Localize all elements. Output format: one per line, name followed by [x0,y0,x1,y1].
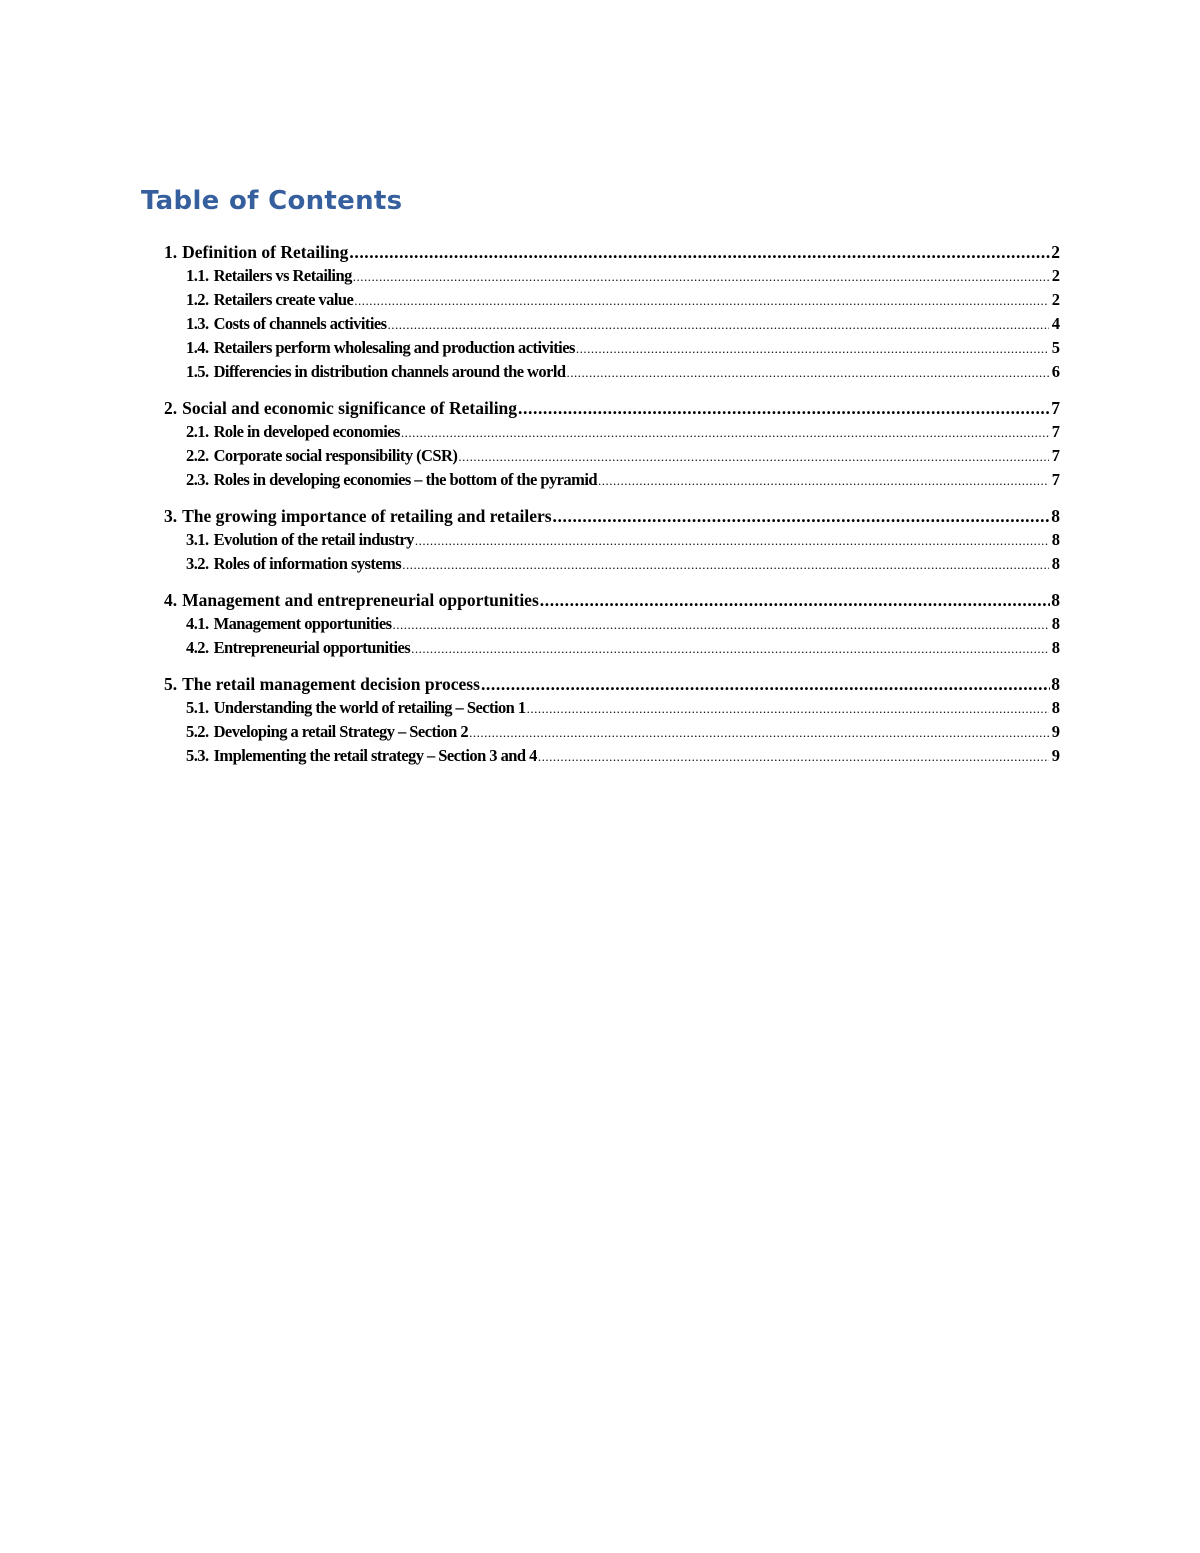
toc-entry-title: Roles in developing economies – the bottom of the pyramid [213,470,597,489]
toc-entry-number: 1.2. [186,290,209,309]
toc-entry-number: 3.2. [186,554,209,573]
toc-entry-number: 2.1. [186,422,209,441]
toc-entry-number: 2.2. [186,446,209,465]
dot-leader [349,240,1050,264]
dot-leader [388,312,1049,336]
toc-entry-number: 2. [164,398,178,418]
toc-subsection-entry[interactable] [164,336,1060,360]
toc-entry-title: Role in developed economies [213,422,400,441]
toc-entry-page-number: 7 [1051,446,1060,465]
toc-section-entry[interactable] [164,504,1060,528]
toc-subsection-entry[interactable] [164,444,1060,468]
toc-entry-number: 1.5. [186,362,209,381]
toc-entry-page-number: 5 [1051,338,1060,357]
toc-entry-number: 3.1. [186,530,209,549]
toc-entry-title: The growing importance of retailing and retailers [182,506,552,526]
toc-subsection-entry[interactable] [164,468,1060,492]
toc-section-entry[interactable] [164,396,1060,420]
toc-entry-title: Roles of information systems [213,554,402,573]
toc-entry-page-number: 8 [1051,554,1060,573]
dot-leader [401,420,1049,444]
toc-subsection-entry[interactable] [164,720,1060,744]
toc-subsection-entry[interactable] [164,612,1060,636]
toc-entry-title: Differencies in distribution channels around the world [213,362,566,381]
toc-entry-number: 4.1. [186,614,209,633]
toc-section [164,672,1060,768]
toc-subsection-entry[interactable] [164,552,1060,576]
toc-entry-title: Implementing the retail strategy – Section 3 and 4 [213,746,537,765]
toc-title: Table of Contents [141,186,403,216]
toc-section-entry[interactable] [164,672,1060,696]
toc-entry-page-number: 8 [1051,614,1060,633]
toc-entry-page-number: 2 [1051,290,1060,309]
toc-entry-number: 4. [164,590,178,610]
dot-leader [354,288,1048,312]
dot-leader [518,396,1050,420]
toc-subsection-entry[interactable] [164,696,1060,720]
toc-entry-title: Retailers create value [213,290,354,309]
toc-section [164,588,1060,660]
toc-entry-title: Understanding the world of retailing – Section 1 [213,698,526,717]
dot-leader [527,696,1049,720]
toc-entry-page-number: 9 [1051,722,1060,741]
toc-entry-page-number: 8 [1051,530,1060,549]
toc-section [164,396,1060,492]
dot-leader [553,504,1051,528]
toc-section [164,240,1060,384]
toc-entry-number: 2.3. [186,470,209,489]
toc-entry-number: 1.4. [186,338,209,357]
toc-entry-title: Retailers vs Retailing [213,266,352,285]
toc-entry-page-number: 7 [1051,398,1060,418]
dot-leader [567,360,1049,384]
dot-leader [415,528,1049,552]
toc-entry-title: Social and economic significance of Retailing [182,398,518,418]
toc-entry-title: Costs of channels activities [213,314,387,333]
toc-entry-page-number: 8 [1051,638,1060,657]
toc-entry-page-number: 8 [1051,506,1060,526]
toc-entry-page-number: 6 [1051,362,1060,381]
toc-entry-page-number: 7 [1051,470,1060,489]
dot-leader [538,744,1049,768]
toc-subsection-entry[interactable] [164,360,1060,384]
dot-leader [540,588,1050,612]
dot-leader [458,444,1048,468]
toc-entry-page-number: 8 [1051,590,1060,610]
toc-entry-number: 5.1. [186,698,209,717]
toc-section-entry[interactable] [164,588,1060,612]
toc-entry-title: Evolution of the retail industry [213,530,414,549]
toc-entry-number: 3. [164,506,178,526]
dot-leader [598,468,1049,492]
toc-entry-page-number: 8 [1051,674,1060,694]
toc-entry-number: 5. [164,674,178,694]
toc-entry-number: 5.2. [186,722,209,741]
toc-entry-title: Management opportunities [213,614,392,633]
toc-entry-page-number: 2 [1051,242,1060,262]
toc-entry-number: 4.2. [186,638,209,657]
toc-entry-page-number: 8 [1051,698,1060,717]
toc-entry-title: Entrepreneurial opportunities [213,638,411,657]
toc-entry-number: 1.3. [186,314,209,333]
toc-subsection-entry[interactable] [164,636,1060,660]
dot-leader [402,552,1049,576]
toc-entry-title: Developing a retail Strategy – Section 2 [213,722,469,741]
toc-subsection-entry[interactable] [164,420,1060,444]
toc-entry-page-number: 2 [1051,266,1060,285]
toc-entry-title: Retailers perform wholesaling and production activities [213,338,575,357]
toc-section [164,504,1060,576]
dot-leader [392,612,1048,636]
dot-leader [481,672,1050,696]
toc-entry-title: Corporate social responsibility (CSR) [213,446,458,465]
dot-leader [576,336,1049,360]
dot-leader [411,636,1049,660]
dot-leader [353,264,1049,288]
toc-entry-page-number: 9 [1051,746,1060,765]
toc-entry-title: The retail management decision process [182,674,480,694]
toc-subsection-entry[interactable] [164,744,1060,768]
toc-subsection-entry[interactable] [164,264,1060,288]
toc-entry-title: Management and entrepreneurial opportunities [182,590,539,610]
toc-section-entry[interactable] [164,240,1060,264]
toc-entry-page-number: 7 [1051,422,1060,441]
toc-entry-page-number: 4 [1051,314,1060,333]
toc-entry-title: Definition of Retailing [182,242,349,262]
toc-subsection-entry[interactable] [164,288,1060,312]
toc-entry-number: 1.1. [186,266,209,285]
toc-subsection-entry[interactable] [164,312,1060,336]
table-of-contents [164,240,1060,780]
toc-entry-number: 1. [164,242,178,262]
toc-entry-number: 5.3. [186,746,209,765]
toc-subsection-entry[interactable] [164,528,1060,552]
dot-leader [469,720,1049,744]
